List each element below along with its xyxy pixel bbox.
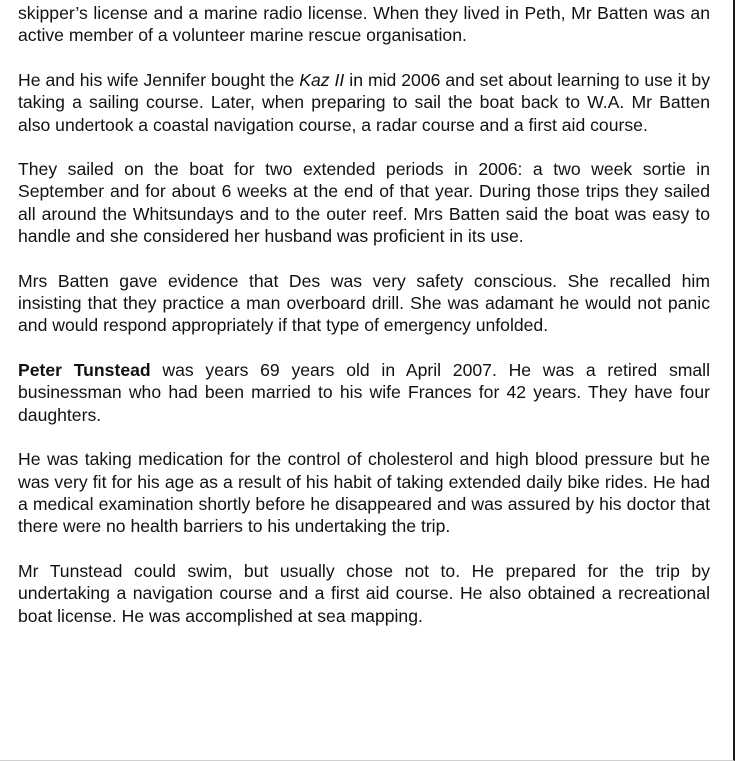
- paragraph-text-end: in mid 2006 and set about learning to use it by taking a sailing course. Later, when preparing to sail the boat back to W.A. Mr Batten also undertook a coastal navigation course, a radar course and a first aid course.: [18, 69, 710, 135]
- paragraph-text: Mrs Batten gave evidence that Des was very safety conscious. She recalled him insisting that they practice a man overboard drill. She was adamant he would not panic and would respond appropriately if that type of emergency unfolded.: [18, 270, 710, 336]
- paragraph-safety-evidence: [18, 270, 710, 337]
- document-body: [18, 2, 710, 627]
- paragraph-kaz-purchase: [18, 69, 710, 136]
- paragraph-text-start: He and his wife Jennifer bought the: [18, 69, 300, 90]
- paragraph-text-end: was years 69 years old in April 2007. He was a retired small businessman who had been married to his wife Frances for 42 years. They have four daughters.: [18, 359, 710, 425]
- paragraph-text: Mr Tunstead could swim, but usually chose not to. He prepared for the trip by undertaking a navigation course and a first aid course. He also obtained a recreational boat license. He was accomplished at sea mapping.: [18, 560, 710, 626]
- paragraph-text: They sailed on the boat for two extended periods in 2006: a two week sortie in September and for about 6 weeks at the end of that year. During those trips they sailed all around the Whitsundays and to the outer reef. Mrs Batten said the boat was easy to handle and she considered her husband was proficient in its use.: [18, 159, 710, 247]
- paragraph-text: He was taking medication for the control of cholesterol and high blood pressure but he was very fit for his age as a result of his habit of taking extended daily bike rides. He had a medical examination shortly before he disappeared and was assured by his doctor that there were no health barriers to his undertaking the trip.: [18, 449, 710, 537]
- paragraph-tunstead-intro: [18, 359, 710, 426]
- paragraph-tunstead-health: [18, 448, 710, 538]
- paragraph-text: skipper’s license and a marine radio license. When they lived in Peth, Mr Batten was an active member of a volunteer marine rescue organisation.: [18, 3, 710, 46]
- paragraph-batten-licenses: [18, 2, 710, 47]
- boat-name: Kaz II: [299, 69, 345, 90]
- person-name: Peter Tunstead: [18, 359, 151, 380]
- paragraph-tunstead-skills: [18, 560, 710, 627]
- paragraph-sailing-trips: [18, 158, 710, 248]
